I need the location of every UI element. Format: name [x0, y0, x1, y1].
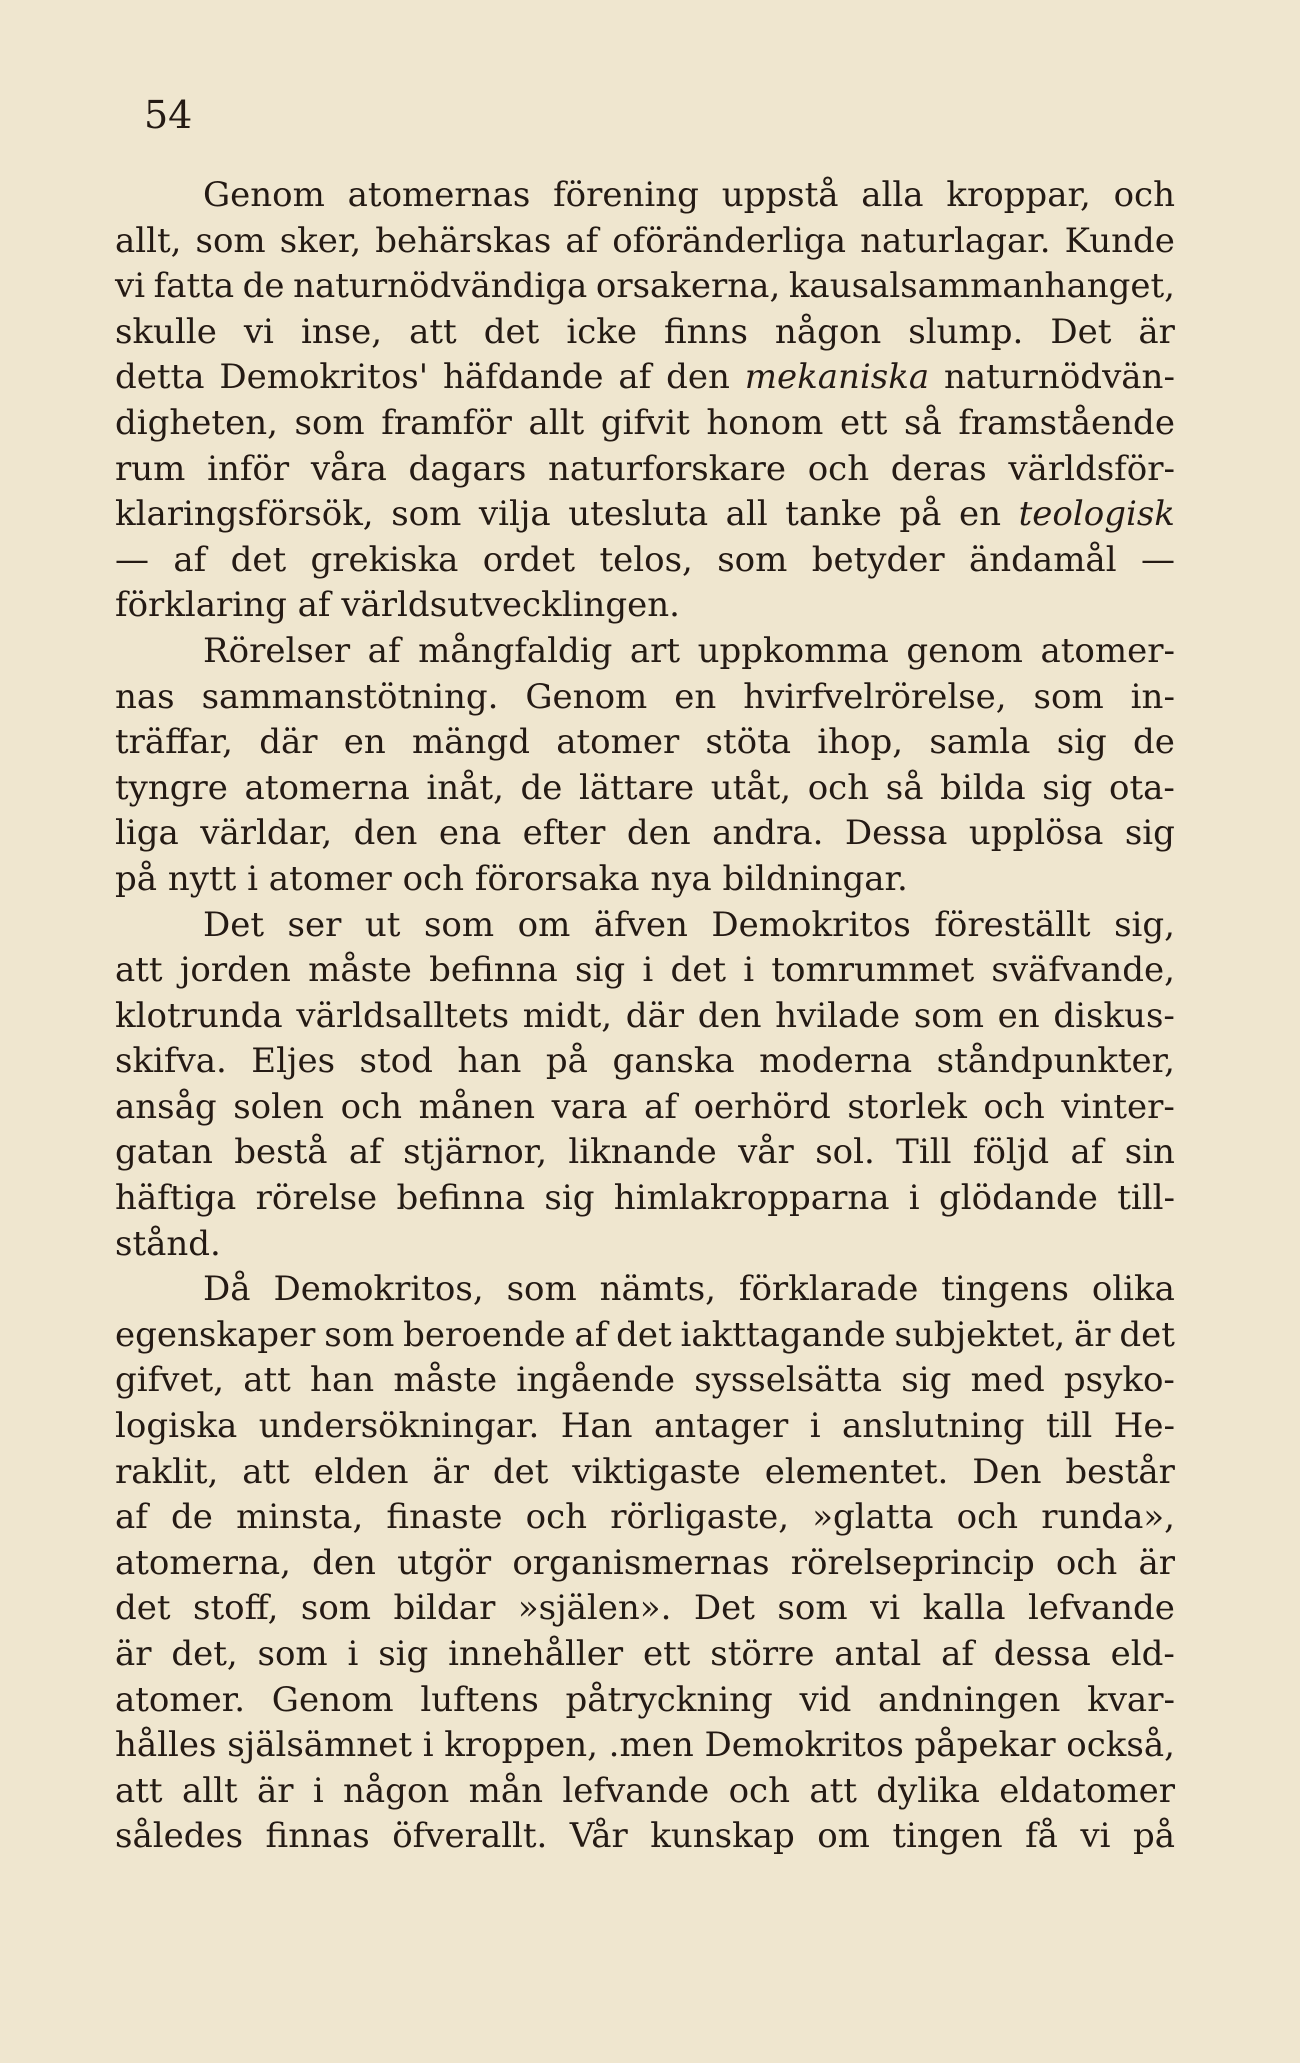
text-line: skulle vi inse, att det icke finns någon slump. Det är	[115, 311, 1175, 352]
text-line: att allt är i någon mån lefvande och att dylika eldatomer	[115, 1770, 1175, 1811]
text-line: rum inför våra dagars naturforskare och deras världsför-	[115, 448, 1175, 489]
text-line: klaringsförsök, som vilja utesluta all tanke på en teologisk	[115, 494, 1175, 535]
text-line: detta Demokritos' häfdande af den mekaniska naturnödvän-	[115, 357, 1175, 398]
text-line: digheten, som framför allt gifvit honom ett så framstående	[115, 402, 1175, 443]
page-number: 54	[144, 93, 193, 137]
text-line: träffar, där en mängd atomer stöta ihop, samla sig de	[115, 722, 1175, 763]
text-line: skifva. Eljes stod han på ganska moderna ståndpunkter,	[115, 1041, 1175, 1082]
body-text	[115, 173, 1175, 1860]
text-line: tyngre atomerna inåt, de lättare utåt, och så bilda sig ota-	[115, 767, 1175, 808]
text-line: Genom atomernas förening uppstå alla kroppar, och	[203, 175, 1175, 215]
text-line: raklit, att elden är det viktigaste elementet. Den består	[115, 1451, 1175, 1492]
text-line: Det ser ut som om äfven Demokritos föreställt sig,	[203, 904, 1175, 945]
text-line: förklaring af världsutvecklingen.	[115, 585, 680, 626]
text-line: allt, som sker, behärskas af oföränderliga naturlagar. Kunde	[115, 220, 1175, 261]
text-line: ansåg solen och månen vara af oerhörd storlek och vinter-	[115, 1086, 1175, 1127]
text-line: nas sammanstötning. Genom en hvirfvelrörelse, som in-	[115, 676, 1175, 717]
text-line: på nytt i atomer och förorsaka nya bildningar.	[115, 858, 908, 899]
text-line: häftiga rörelse befinna sig himlakropparna i glödande till-	[115, 1178, 1175, 1219]
text-line: således finnas öfverallt. Vår kunskap om tingen få vi på	[115, 1816, 1175, 1857]
text-line: — af det grekiska ordet telos, som betyder ändamål —	[115, 539, 1175, 580]
text-line: Då Demokritos, som nämts, förklarade tingens olika	[203, 1269, 1175, 1310]
text-line: vi fatta de naturnödvändiga orsakerna, kausalsammanhanget,	[115, 266, 1175, 307]
text-line: atomer. Genom luftens påtryckning vid andningen kvar-	[115, 1679, 1175, 1720]
text-line: klotrunda världsalltets midt, där den hvilade som en diskus-	[115, 995, 1175, 1036]
text-line: gatan bestå af stjärnor, liknande vår sol. Till följd af sin	[115, 1132, 1175, 1173]
text-line: af de minsta, finaste och rörligaste, »glatta och runda»,	[115, 1497, 1175, 1538]
text-line: egenskaper som beroende af det iakttagande subjektet, är det	[115, 1314, 1175, 1355]
text-line: logiska undersökningar. Han antager i anslutning till He-	[115, 1406, 1175, 1447]
text-line: liga världar, den ena efter den andra. Dessa upplösa sig	[115, 813, 1175, 854]
text-line: gifvet, att han måste ingående sysselsätta sig med psyko-	[115, 1360, 1175, 1401]
text-line: det stoff, som bildar »själen». Det som vi kalla lefvande	[115, 1588, 1175, 1629]
text-line: hålles själsämnet i kroppen, .men Demokritos påpekar också,	[115, 1725, 1175, 1766]
text-line: att jorden måste befinna sig i det i tomrummet sväfvande,	[115, 950, 1175, 991]
text-line: Rörelser af mångfaldig art uppkomma genom atomer-	[203, 630, 1175, 671]
text-line: stånd.	[115, 1223, 221, 1264]
text-line: atomerna, den utgör organismernas rörelseprincip och är	[115, 1542, 1175, 1583]
text-line: är det, som i sig innehåller ett större antal af dessa eld-	[115, 1634, 1175, 1674]
